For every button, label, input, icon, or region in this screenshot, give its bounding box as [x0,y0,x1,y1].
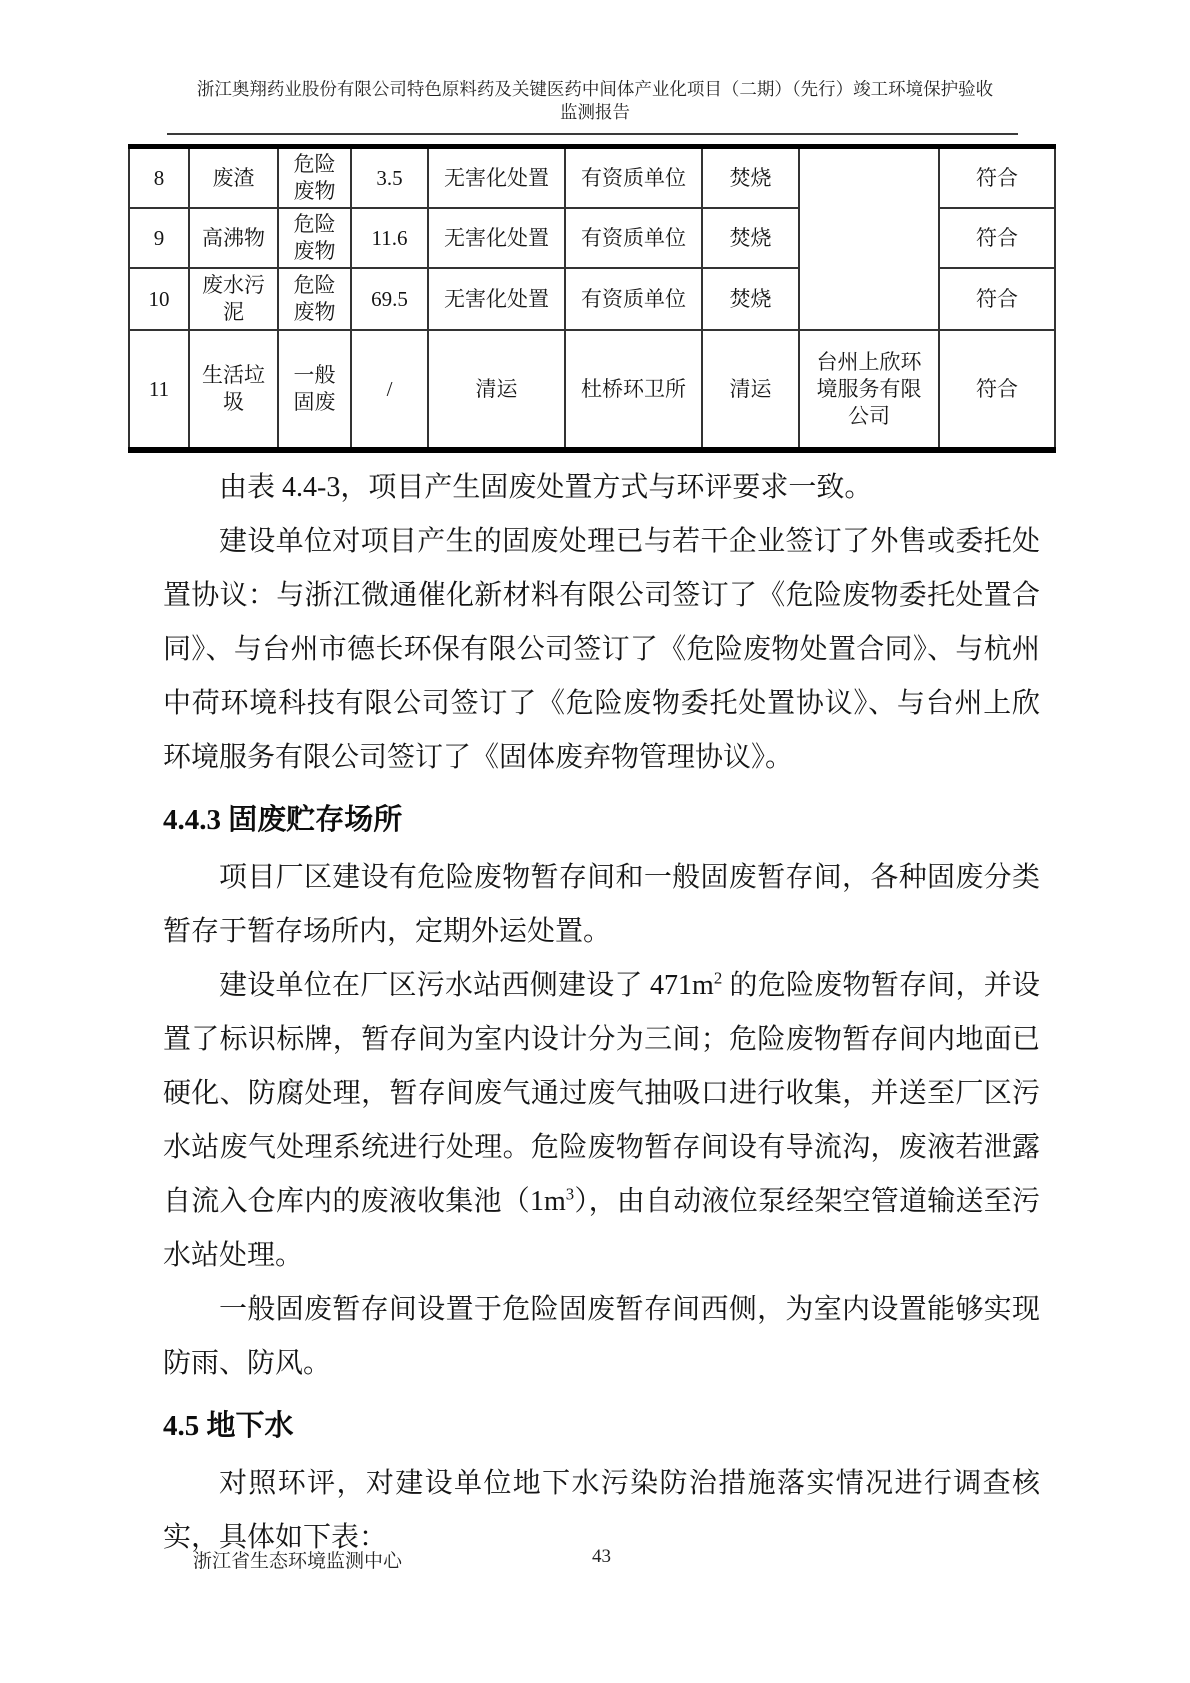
cell-disposal-method: 清运 [428,330,565,450]
cell-actual-unit-merged [799,147,939,331]
solid-waste-disposal-table [128,144,1056,453]
cell-amount: 69.5 [351,268,428,330]
cell-conclusion: 符合 [939,147,1055,209]
para4-superscript-m3: 3 [565,1184,575,1204]
cell-waste-type: 危险废物 [278,208,351,268]
header-divider [167,133,1018,135]
footer-organization: 浙江省生态环境监测中心 [193,1551,403,1572]
paragraph-table-conclusion: 由表 4.4-3，项目产生固废处置方式与环评要求一致。 [219,472,873,503]
cell-amount: 11.6 [351,208,428,268]
cell-disposal-unit: 有资质单位 [565,208,702,268]
cell-waste-name: 生活垃圾 [189,330,278,450]
paragraph-general-storage: 一般固废暂存间设置于危险固废暂存间西侧，为室内设置能够实现防雨、防风。 [163,1294,1040,1379]
cell-seq: 9 [129,208,189,268]
cell-seq: 8 [129,147,189,209]
cell-eia-requirement: 焚烧 [702,147,799,209]
cell-waste-name: 废渣 [189,147,278,209]
cell-eia-requirement: 焚烧 [702,268,799,330]
cell-disposal-method: 无害化处置 [428,147,565,209]
cell-amount: 3.5 [351,147,428,209]
cell-amount: / [351,330,428,450]
cell-eia-requirement: 焚烧 [702,208,799,268]
cell-conclusion: 符合 [939,330,1055,450]
cell-actual-unit: 台州上欣环境服务有限公司 [799,330,939,450]
cell-seq: 10 [129,268,189,330]
table-row [129,330,1055,450]
cell-disposal-unit: 有资质单位 [565,268,702,330]
cell-seq: 11 [129,330,189,450]
cell-waste-type: 危险废物 [278,268,351,330]
section-heading-4-4-3: 4.4.3 固废贮存场所 [163,804,403,836]
cell-eia-requirement: 清运 [702,330,799,450]
para4-segment3: ），由自动液位泵经架空管道输送至污水站处理。 [163,1186,1040,1271]
paragraph-disposal-agreements: 建设单位对项目产生的固废处理已与若干企业签订了外售或委托处置协议：与浙江微通催化新材料有限公司签订了《危险废物委托处置合同》、与台州市德长环保有限公司签订了《危险废物处置合同》、与杭州中荷环境科技有限公司签订了《危险废物委托处置协议》、与台州上欣环境服务有限公司签订了《固体废弃物管理协议》。 [163,526,1040,773]
section-heading-4-5: 4.5 地下水 [163,1410,294,1442]
cell-disposal-method: 无害化处置 [428,268,565,330]
cell-waste-name: 高沸物 [189,208,278,268]
cell-waste-type: 危险废物 [278,147,351,209]
page-header [145,78,1045,124]
paragraph-hazardous-storage-detail [163,959,1040,1283]
body-content [163,461,1040,1565]
header-title-line1: 浙江奥翔药业股份有限公司特色原料药及关键医药中间体产业化项目（二期）（先行）竣工环境保护验收 [196,79,994,99]
cell-conclusion: 符合 [939,268,1055,330]
cell-disposal-unit: 有资质单位 [565,147,702,209]
cell-disposal-unit: 杜桥环卫所 [565,330,702,450]
paragraph-groundwater-intro: 对照环评，对建设单位地下水污染防治措施落实情况进行调查核实，具体如下表： [163,1468,1040,1553]
paragraph-storage-overview: 项目厂区建设有危险废物暂存间和一般固废暂存间，各种固废分类暂存于暂存场所内，定期外运处置。 [163,862,1040,947]
cell-disposal-method: 无害化处置 [428,208,565,268]
table-row [129,147,1055,209]
cell-waste-name: 废水污泥 [189,268,278,330]
header-title-line2: 监测报告 [560,102,630,122]
para4-segment1: 建设单位在厂区污水站西侧建设了 471m [219,970,714,1001]
cell-conclusion: 符合 [939,208,1055,268]
cell-waste-type: 一般固废 [278,330,351,450]
para4-segment2: 的危险废物暂存间，并设置了标识标牌，暂存间为室内设计分为三间；危险废物暂存间内地面已硬化、防腐处理，暂存间废气通过废气抽吸口进行收集，并送至厂区污水站废气处理系统进行处理。危险废物暂存间设有导流沟，废液若泄露自流入仓库内的废液收集池（1m [163,970,1040,1217]
page-number: 43 [592,1546,611,1567]
para4-superscript-m2: 2 [713,968,723,988]
